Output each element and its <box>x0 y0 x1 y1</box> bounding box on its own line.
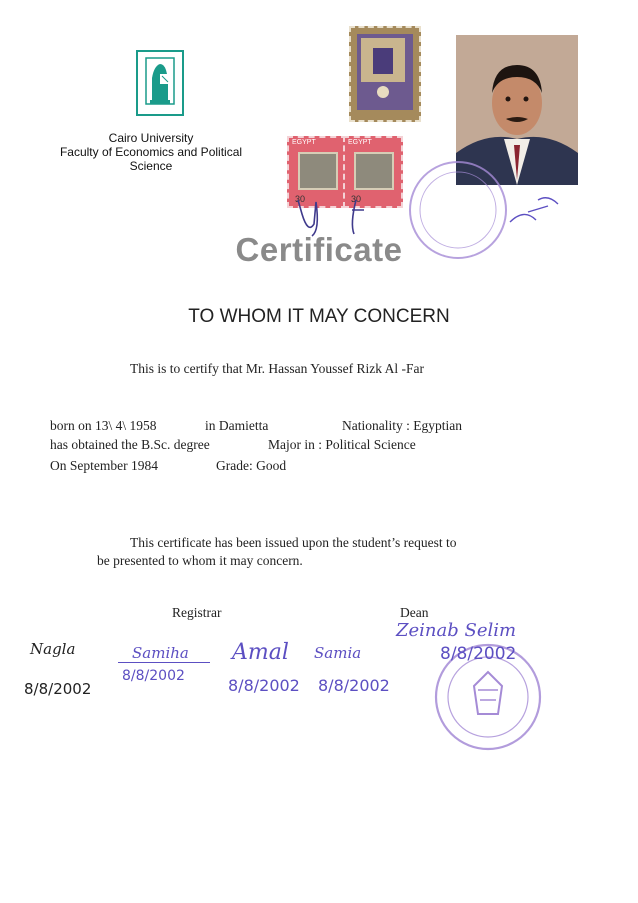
grade: Grade: Good <box>216 458 287 473</box>
revenue-stamp-1: EGYPT 30 <box>287 136 347 208</box>
signature-samia: Samia <box>314 644 362 662</box>
degree: has obtained the B.Sc. degree <box>50 437 210 452</box>
certify-line: This is to certify that Mr. Hassan Youssef Rizk Al -Far <box>130 361 424 376</box>
signature-amal: Amal <box>232 640 289 665</box>
signature-date-dean: 8/8/2002 <box>440 644 517 664</box>
revenue-stamp-2: EGYPT 30 <box>343 136 403 208</box>
signature-underline <box>118 662 210 663</box>
cairo-university-logo <box>136 50 184 116</box>
statement-line-2: be presented to whom it may concern. <box>97 553 303 568</box>
university-name: Cairo University <box>108 131 194 145</box>
birth-date: born on 13\ 4\ 1958 <box>50 418 157 433</box>
faculty-name: Faculty of Economics and Political Science <box>59 145 243 173</box>
signature-dean: Zeinab Selim <box>396 620 517 641</box>
birth-place: in Damietta <box>205 418 269 433</box>
signature-date-3: 8/8/2002 <box>228 676 300 695</box>
signature-nagla: Nagla <box>30 640 76 658</box>
revenue-stamp-top <box>349 26 421 122</box>
major: Major in : Political Science <box>268 437 416 452</box>
signature-date-1: 8/8/2002 <box>24 680 92 698</box>
nationality: Nationality : Egyptian <box>342 418 462 433</box>
to-whom-heading: TO WHOM IT MAY CONCERN <box>188 306 450 327</box>
statement-line-1: This certificate has been issued upon the student’s request to <box>130 535 457 550</box>
graduation-date: On September 1984 <box>50 458 158 473</box>
signature-date-2: 8/8/2002 <box>122 668 185 684</box>
dean-label: Dean <box>400 605 429 620</box>
signature-samiha: Samiha <box>132 644 189 662</box>
university-header <box>40 131 262 173</box>
document-title: Certificate <box>235 231 403 268</box>
registrar-label: Registrar <box>172 605 222 620</box>
signature-date-4: 8/8/2002 <box>318 676 390 695</box>
